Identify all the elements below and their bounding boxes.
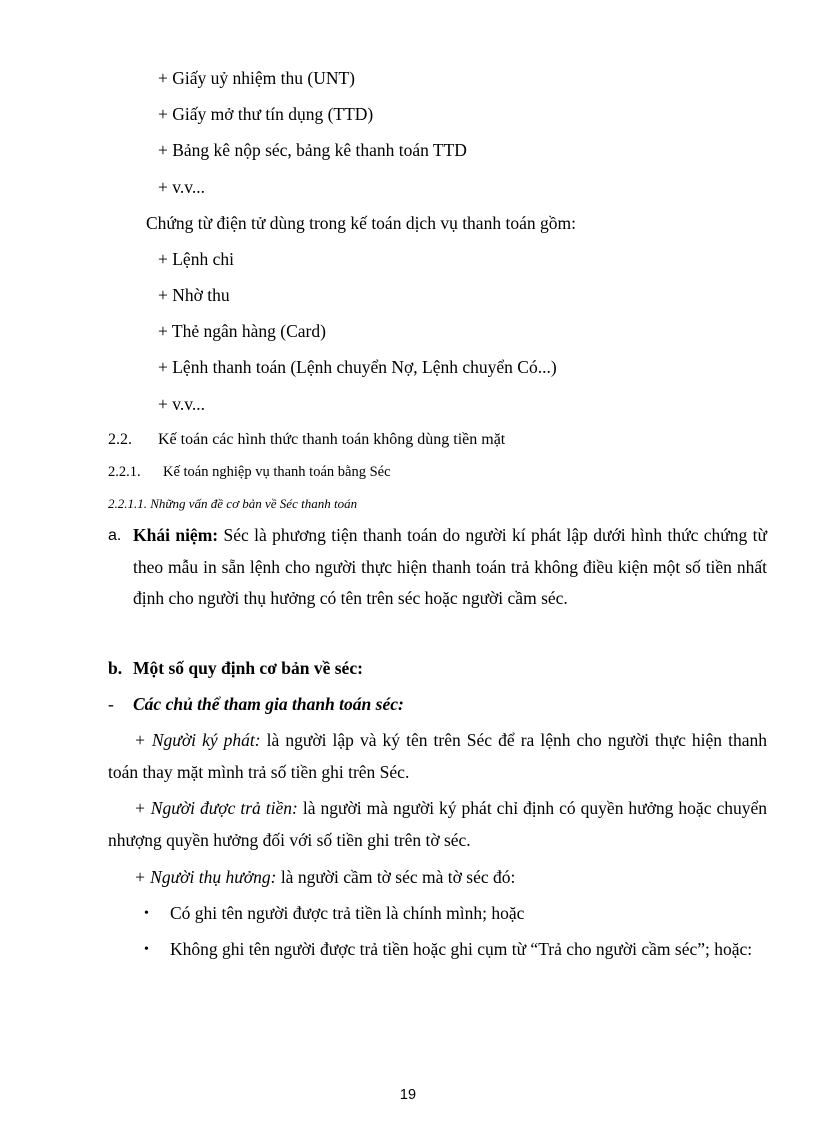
- list-item: + Lệnh thanh toán (Lệnh chuyển Nợ, Lệnh chuyển Có...): [158, 357, 557, 377]
- heading-2-2-1-1: 2.2.1.1. Những vấn đề cơ bản về Séc thanh toán: [108, 496, 358, 511]
- list-item: + Lệnh chi: [158, 249, 234, 269]
- heading-2-2-1: Kế toán nghiệp vụ thanh toán bằng Séc: [163, 464, 391, 480]
- payee-term: + Người được trả tiền:: [134, 798, 298, 818]
- issuer-text: là người lập và ký tên trên Séc để ra lệnh cho người thực hiện thanh toán thay mặt mình trả số tiền ghi trên Séc.: [108, 730, 767, 782]
- bullet-icon: •: [144, 906, 149, 921]
- list-item: + v.v...: [158, 394, 205, 414]
- bullet-item: Không ghi tên người được trả tiền hoặc ghi cụm từ “Trả cho người cầm séc”; hoặc:: [170, 939, 753, 959]
- section-a-paragraph: [133, 520, 767, 615]
- bullet-item: Có ghi tên người được trả tiền là chính mình; hoặc: [170, 903, 525, 923]
- section-b-marker: b.: [108, 658, 123, 678]
- bullet-icon: •: [144, 942, 149, 957]
- list-item: + v.v...: [158, 177, 205, 197]
- section-a-text: Séc là phương tiện thanh toán do người kí phát lập dưới hình thức chứng từ theo mẫu in sẵn lệnh cho người thực hiện thanh toán trả không điều kiện một số tiền nhất định cho người thụ hưởng có tên trên séc hoặc người cầm séc.: [133, 525, 767, 608]
- page-number: 19: [399, 1087, 417, 1103]
- subjects-heading: Các chủ thể tham gia thanh toán séc:: [133, 694, 404, 714]
- beneficiary-text: là người cầm tờ séc mà tờ séc đó:: [276, 867, 516, 887]
- list-item: + Giấy uỷ nhiệm thu (UNT): [158, 68, 355, 88]
- list-item: + Nhờ thu: [158, 285, 230, 305]
- issuer-term: + Người ký phát:: [134, 730, 261, 750]
- intro-paragraph: Chứng từ điện tử dùng trong kế toán dịch vụ thanh toán gồm:: [146, 213, 576, 233]
- list-item: + Giấy mở thư tín dụng (TTD): [158, 104, 374, 124]
- payee-paragraph: [108, 793, 767, 856]
- subjects-dash: -: [108, 694, 114, 714]
- section-a-marker: a.: [108, 527, 122, 544]
- list-item: + Bảng kê nộp séc, bảng kê thanh toán TTD: [158, 140, 467, 160]
- section-b-heading: Một số quy định cơ bản về séc:: [133, 658, 363, 678]
- issuer-paragraph: [108, 725, 767, 788]
- payee-text: là người mà người ký phát chỉ định có quyền hưởng hoặc chuyển nhượng quyền hưởng đối với số tiền ghi trên tờ séc.: [108, 798, 767, 850]
- heading-2-2: Kế toán các hình thức thanh toán không dùng tiền mặt: [158, 431, 506, 448]
- section-a-label: Khái niệm:: [133, 525, 219, 545]
- beneficiary-term: + Người thụ hưởng:: [134, 867, 277, 887]
- heading-2-2-number: 2.2.: [108, 431, 132, 448]
- beneficiary-paragraph: [108, 862, 767, 894]
- heading-2-2-1-number: 2.2.1.: [108, 464, 141, 480]
- list-item: + Thẻ ngân hàng (Card): [158, 321, 326, 341]
